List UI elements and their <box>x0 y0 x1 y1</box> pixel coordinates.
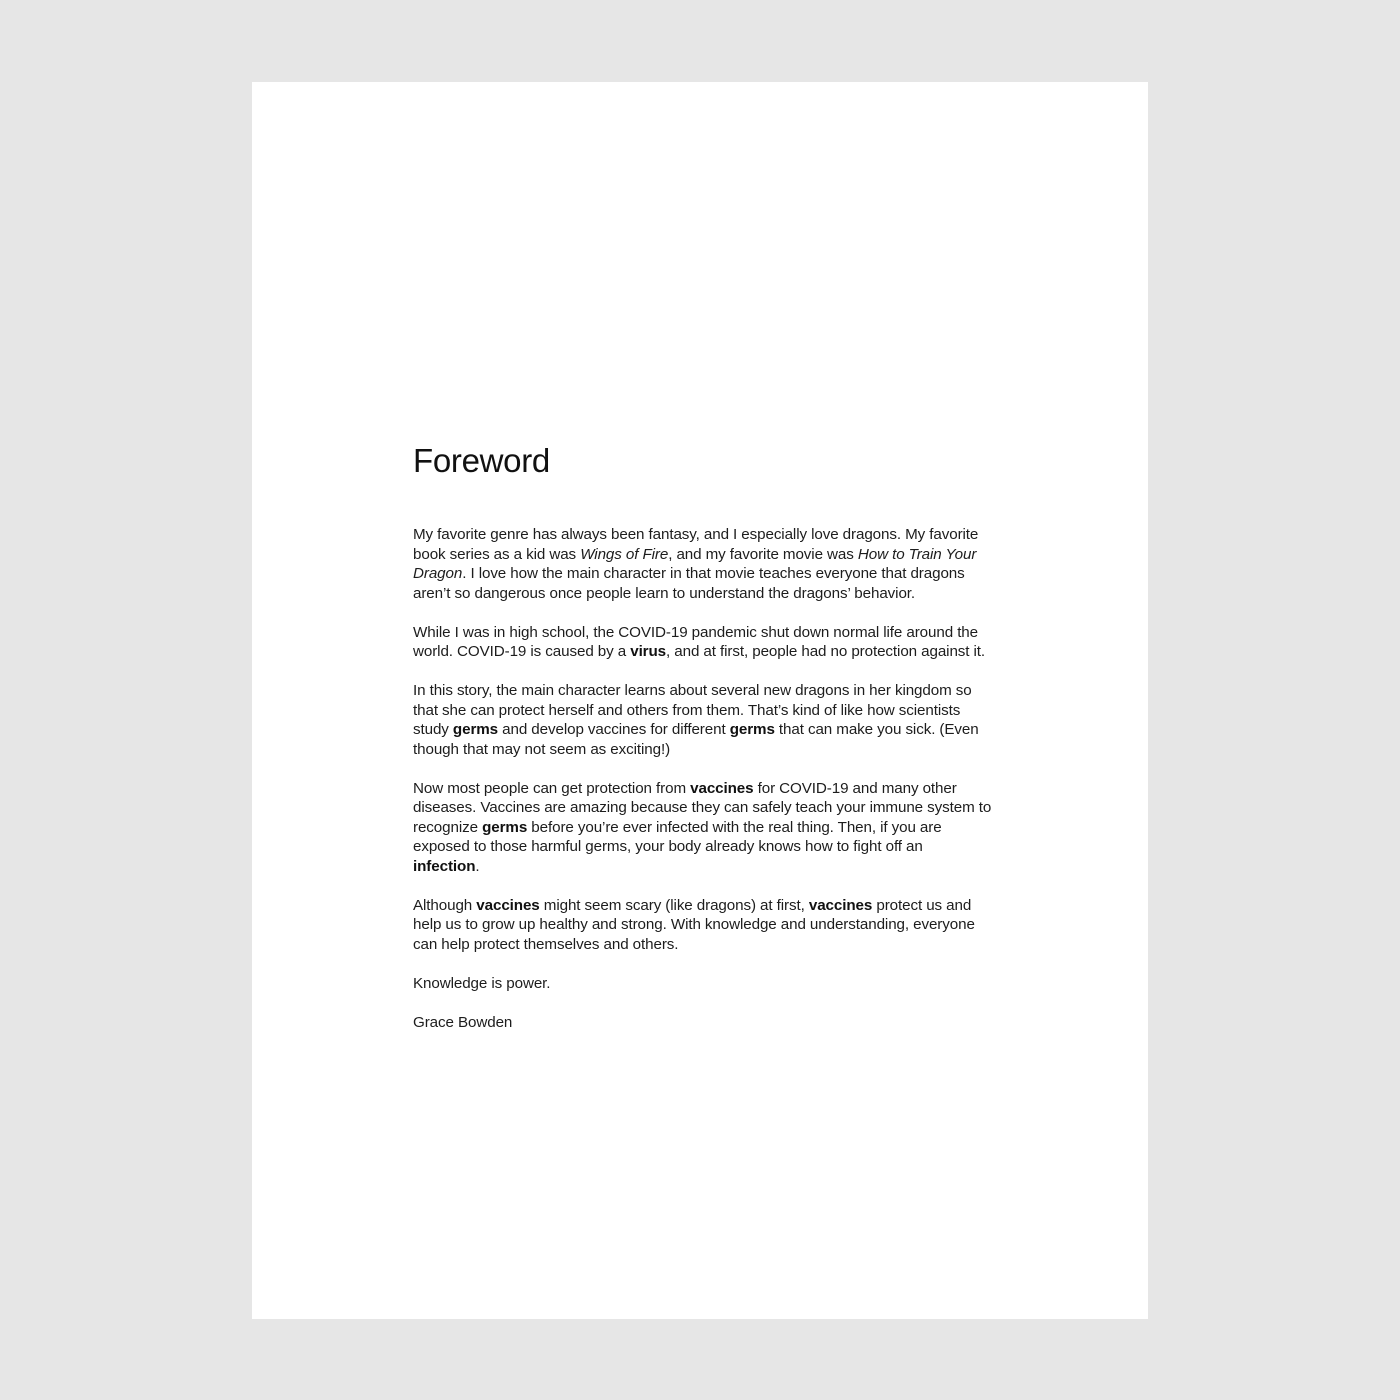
paragraph-1-text-a: My favorite genre has always been fantasy, and I especially love dragons. My favorite book series as a kid was <box>413 526 979 563</box>
document-page <box>252 82 1148 1319</box>
paragraph-4 <box>413 779 993 877</box>
glossary-term-infection: infection <box>413 857 476 875</box>
glossary-term-vaccines: vaccines <box>690 779 754 797</box>
paragraph-2-text-c: , and at first, people had no protection against it. <box>666 643 986 660</box>
book-title-wings-of-fire: Wings of Fire <box>580 545 669 563</box>
paragraph-2-text-a: While I was in high school, the COVID-19 pandemic shut down normal life around the world. COVID-19 is caused by a <box>413 623 979 660</box>
paragraph-3-text-a: In this story, the main character learns about several new dragons in her kingdom so that she can protect herself and others from them. That’s kind of like how scientists study <box>413 682 972 738</box>
glossary-term-germs: germs <box>482 818 528 836</box>
paragraph-5-text-c: might seem scary (like dragons) at first, <box>539 896 809 914</box>
glossary-term-vaccines: vaccines <box>476 896 540 914</box>
paragraph-4-text-g: . <box>475 857 480 875</box>
paragraph-2 <box>413 623 993 662</box>
paragraph-4-text-e: before you’re ever infected with the real thing. Then, if you are exposed to those harmful germs, your body already knows how to fight off an <box>413 818 942 855</box>
paragraph-1-text-e: . I love how the main character in that movie teaches everyone that dragons aren’t so dangerous once people learn to understand the dragons’ behavior. <box>413 565 965 602</box>
paragraph-3 <box>413 681 993 759</box>
movie-title-how-to-train-your-dragon: How to Train Your Dragon <box>413 545 977 582</box>
paragraph-5 <box>413 896 993 955</box>
paragraph-6: Knowledge is power. <box>413 974 551 992</box>
paragraph-3-text-e: that can make you sick. (Even though that may not seem as exciting!) <box>413 721 979 758</box>
paragraph-1-text-c: , and my favorite movie was <box>668 545 858 563</box>
paragraph-5-text-e: protect us and help us to grow up healthy and strong. With knowledge and understanding, everyone can help protect themselves and others. <box>413 896 975 953</box>
glossary-term-germs: germs <box>452 721 499 738</box>
paragraph-4-text-a: Now most people can get protection from <box>413 779 691 797</box>
paragraph-1 <box>413 525 993 603</box>
glossary-term-vaccines: vaccines <box>808 896 873 914</box>
glossary-term-germs: germs <box>729 721 775 738</box>
paragraph-4-text-c: for COVID-19 and many other diseases. Vaccines are amazing because they can safely teach your immune system to recognize <box>413 779 992 836</box>
paragraph-3-text-c: and develop vaccines for different <box>498 721 730 738</box>
glossary-term-virus: virus <box>630 643 667 660</box>
author-signature: Grace Bowden <box>413 1013 513 1031</box>
page-title: Foreword <box>413 442 550 479</box>
paragraph-5-text-a: Although <box>413 896 477 914</box>
foreword-content <box>413 439 993 1052</box>
